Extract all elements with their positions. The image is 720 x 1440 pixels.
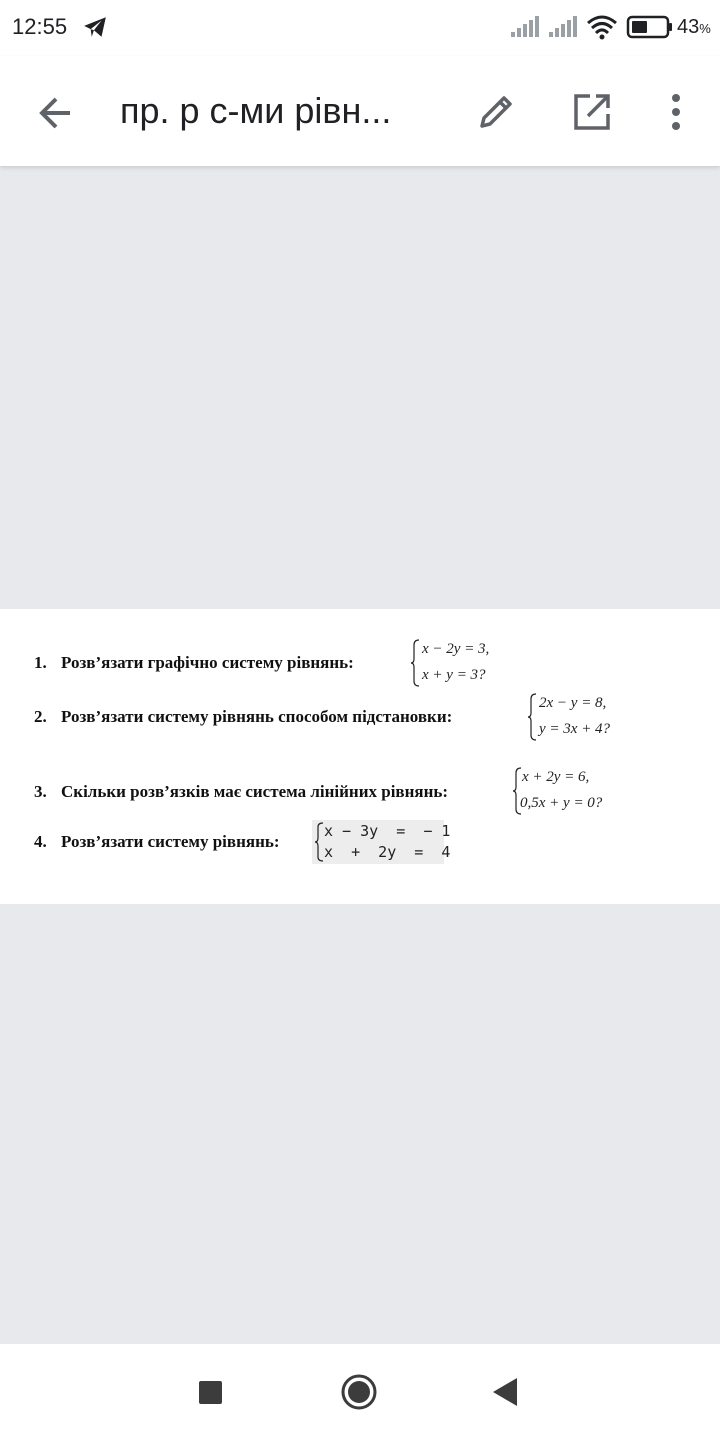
equation-line: x + y = 3? [422, 667, 486, 683]
equation-system-1 [410, 639, 520, 689]
navigation-bar [0, 1344, 720, 1440]
open-external-icon[interactable] [570, 90, 614, 134]
battery-icon [626, 15, 674, 39]
home-icon[interactable] [341, 1374, 377, 1410]
equation-line: x + 2y = 6, [522, 769, 590, 785]
task-text: Скільки розв’язків має система лінійних рівнянь: [61, 782, 449, 801]
task-number: 3. [34, 782, 47, 801]
equation-system-2 [527, 693, 647, 743]
cell-signal-icon [510, 16, 540, 38]
equation-line: x − 3y = − 1 [324, 822, 451, 840]
task-text: Розв’язати систему рівнянь: [61, 832, 280, 851]
task-number: 4. [34, 832, 47, 851]
task-4 [34, 832, 280, 852]
task-text: Розв’язати графічно систему рівнянь: [61, 653, 354, 672]
task-text: Розв’язати систему рівнянь способом підстановки: [61, 707, 453, 726]
task-number: 1. [34, 653, 47, 672]
status-time: 12:55 [12, 14, 68, 39]
equation-system-4 [312, 820, 451, 864]
equation-system-3 [512, 767, 642, 817]
task-2 [34, 707, 452, 727]
task-1 [34, 653, 354, 673]
more-vert-icon[interactable] [660, 90, 692, 134]
document-page [0, 609, 720, 904]
task-number: 2. [34, 707, 47, 726]
task-3 [34, 782, 448, 802]
equation-line: 0,5x + y = 0? [520, 795, 603, 811]
brace-icon [527, 693, 537, 741]
equation-line: x − 2y = 3, [422, 641, 490, 657]
equation-line: x + 2y = 4 [324, 843, 451, 861]
document-title: пр. р с-ми рівн... [120, 90, 392, 131]
back-arrow-icon[interactable] [34, 91, 78, 135]
brace-icon [314, 822, 324, 862]
cell-signal-2-icon [548, 16, 578, 38]
equation-line: y = 3x + 4? [539, 721, 611, 737]
recent-apps-icon[interactable] [199, 1381, 222, 1404]
wifi-icon [586, 14, 618, 40]
battery-percent: 43% [677, 16, 711, 38]
status-bar [0, 0, 720, 56]
app-bar [0, 56, 720, 166]
telegram-icon [82, 14, 108, 40]
pencil-icon[interactable] [474, 90, 518, 134]
brace-icon [410, 639, 420, 687]
back-triangle-icon[interactable] [492, 1377, 518, 1407]
equation-line: 2x − y = 8, [539, 695, 607, 711]
